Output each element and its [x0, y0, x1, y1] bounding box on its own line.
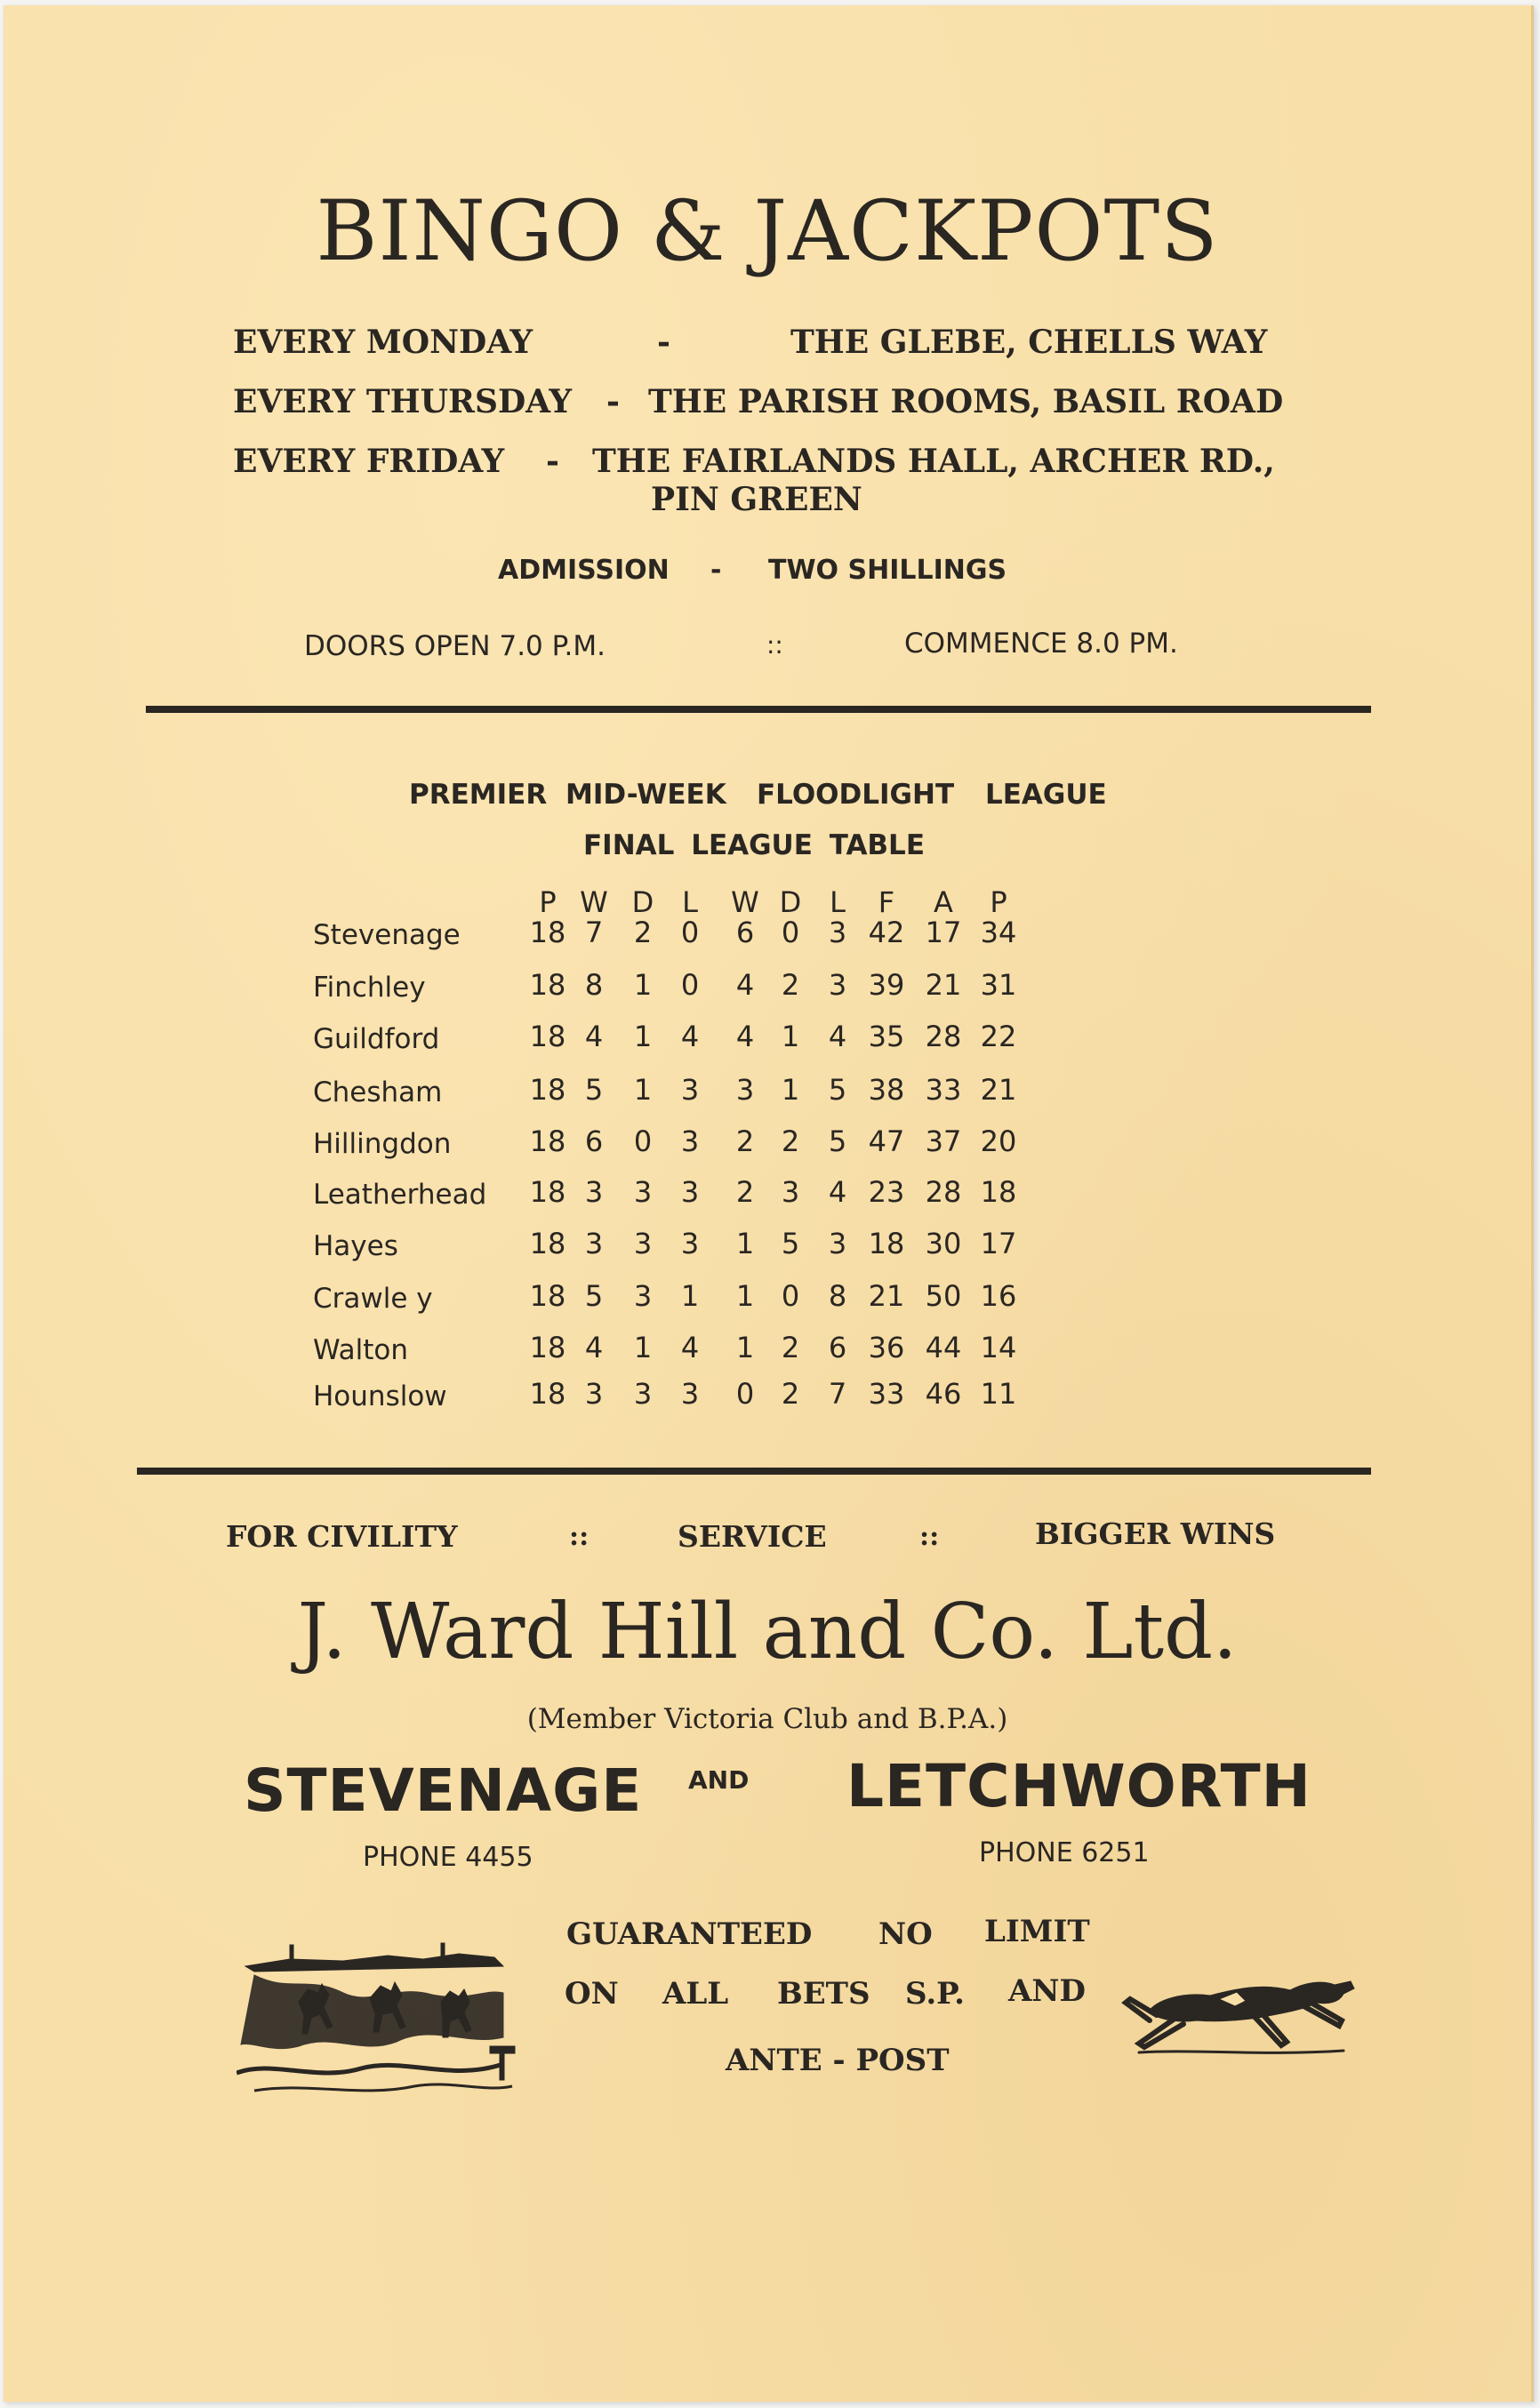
table-cell: 18	[529, 968, 566, 1002]
table-cell: 5	[781, 1227, 800, 1260]
schedule-venue-1: THE GLEBE, CHELLS WAY	[790, 324, 1268, 361]
table-cell: 39	[868, 968, 905, 1002]
table-cell: 11	[980, 1377, 1017, 1411]
slogan-sep-2: ::	[919, 1521, 940, 1552]
table-cell: 1	[781, 1020, 800, 1053]
divider-bottom	[137, 1468, 1371, 1475]
table-header-1: W	[580, 885, 608, 919]
divider-top	[146, 706, 1371, 713]
table-cell: 33	[868, 1377, 905, 1411]
table-header-0: P	[539, 885, 557, 919]
table-cell: 36	[868, 1331, 905, 1364]
league-title-league: LEAGUE	[985, 779, 1107, 811]
table-cell: 18	[529, 1377, 566, 1411]
table-cell: 7	[584, 916, 604, 949]
table-cell: 33	[925, 1073, 962, 1107]
table-cell: 46	[925, 1377, 962, 1411]
admission-value: TWO SHILLINGS	[768, 555, 1007, 586]
table-cell: 18	[868, 1227, 905, 1260]
company-name: J. Ward Hill and Co. Ltd.	[297, 1588, 1238, 1676]
table-cell: 2	[781, 1331, 800, 1364]
table-cell: 18	[529, 1279, 566, 1313]
table-header-6: L	[830, 885, 846, 919]
guarantee-line2-all: ALL	[662, 1976, 729, 2012]
admission-sep: -	[710, 555, 722, 586]
table-cell: 3	[680, 1227, 700, 1260]
league-title-premier: PREMIER	[409, 779, 548, 811]
schedule-venue-2: THE PARISH ROOMS, BASIL ROAD	[648, 383, 1284, 420]
table-cell: 42	[868, 916, 905, 949]
table-row-team: Finchley	[313, 972, 426, 1004]
table-cell: 18	[529, 1124, 566, 1158]
schedule-venue-3-line2: PIN GREEN	[651, 481, 862, 518]
table-cell: 0	[735, 1377, 755, 1411]
table-cell: 18	[529, 1073, 566, 1107]
table-cell: 18	[529, 1020, 566, 1053]
membership-note: (Member Victoria Club and B.P.A.)	[526, 1703, 1008, 1735]
table-cell: 21	[980, 1073, 1017, 1107]
table-cell: 18	[529, 916, 566, 949]
table-cell: 16	[980, 1279, 1017, 1313]
table-cell: 35	[868, 1020, 905, 1053]
table-cell: 8	[584, 968, 604, 1002]
table-cell: 4	[828, 1020, 847, 1053]
table-cell: 23	[868, 1175, 905, 1209]
table-cell: 28	[925, 1020, 962, 1053]
table-cell: 44	[925, 1331, 962, 1364]
schedule-sep-1: -	[657, 324, 670, 361]
table-cell: 1	[781, 1073, 800, 1107]
league-title-midweek: MID-WEEK	[565, 779, 726, 811]
table-cell: 4	[735, 968, 755, 1002]
table-row-team: Hillingdon	[313, 1128, 452, 1160]
table-cell: 37	[925, 1124, 962, 1158]
table-cell: 0	[633, 1124, 653, 1158]
guarantee-line2-on: ON	[565, 1976, 619, 2012]
table-cell: 18	[529, 1331, 566, 1364]
table-cell: 14	[980, 1331, 1017, 1364]
table-cell: 38	[868, 1073, 905, 1107]
table-cell: 1	[633, 1020, 653, 1053]
table-cell: 1	[735, 1331, 755, 1364]
table-header-9: P	[990, 885, 1007, 919]
table-cell: 47	[868, 1124, 905, 1158]
table-header-3: L	[682, 885, 698, 919]
guarantee-line2-sp: S.P.	[905, 1976, 965, 2012]
table-cell: 3	[680, 1175, 700, 1209]
table-cell: 3	[735, 1073, 755, 1107]
table-cell: 8	[828, 1279, 847, 1313]
table-cell: 4	[828, 1175, 847, 1209]
town-letchworth: LETCHWORTH	[846, 1752, 1311, 1820]
guarantee-line2-bets: BETS	[777, 1976, 870, 2012]
table-cell: 1	[633, 968, 653, 1002]
table-cell: 0	[781, 1279, 800, 1313]
table-row-team: Guildford	[313, 1023, 440, 1055]
table-cell: 2	[633, 916, 653, 949]
table-cell: 3	[680, 1073, 700, 1107]
table-cell: 2	[735, 1124, 755, 1158]
schedule-venue-3: THE FAIRLANDS HALL, ARCHER RD.,	[592, 443, 1275, 480]
table-cell: 2	[781, 968, 800, 1002]
greyhound-illustration-icon	[1121, 1964, 1370, 2066]
table-row-team: Hounslow	[313, 1380, 447, 1412]
table-cell: 34	[980, 916, 1017, 949]
guarantee-word-3: LIMIT	[984, 1914, 1090, 1949]
table-row-team: Crawle y	[313, 1283, 433, 1315]
schedule-day-3: EVERY FRIDAY	[233, 443, 505, 480]
table-row-team: Walton	[313, 1334, 409, 1366]
table-cell: 2	[735, 1175, 755, 1209]
table-cell: 22	[980, 1020, 1017, 1053]
table-cell: 5	[828, 1124, 847, 1158]
table-row-team: Chesham	[313, 1076, 443, 1108]
guarantee-line2-and: AND	[1008, 1973, 1086, 2009]
schedule-day-1: EVERY MONDAY	[233, 324, 533, 361]
table-cell: 3	[584, 1377, 604, 1411]
table-cell: 3	[680, 1377, 700, 1411]
table-cell: 21	[868, 1279, 905, 1313]
admission-label: ADMISSION	[498, 555, 670, 586]
table-cell: 6	[735, 916, 755, 949]
table-cell: 7	[828, 1377, 847, 1411]
guarantee-word-1: GUARANTEED	[566, 1916, 813, 1952]
table-header-5: D	[779, 885, 802, 919]
slogan-bigger-wins: BIGGER WINS	[1035, 1516, 1276, 1551]
table-cell: 1	[735, 1227, 755, 1260]
table-cell: 17	[980, 1227, 1017, 1260]
table-cell: 3	[680, 1124, 700, 1158]
schedule-sep-3: -	[546, 443, 559, 480]
table-cell: 3	[584, 1175, 604, 1209]
table-cell: 21	[925, 968, 962, 1002]
table-cell: 3	[828, 1227, 847, 1260]
table-row-team: Hayes	[313, 1230, 398, 1262]
league-title-floodlight: FLOODLIGHT	[757, 779, 955, 811]
commence-time: COMMENCE 8.0 PM.	[904, 628, 1178, 660]
table-cell: 1	[633, 1331, 653, 1364]
table-cell: 17	[925, 916, 962, 949]
table-cell: 18	[529, 1227, 566, 1260]
table-cell: 3	[633, 1377, 653, 1411]
doors-sep: ::	[766, 630, 783, 660]
table-cell: 3	[584, 1227, 604, 1260]
table-cell: 1	[680, 1279, 700, 1313]
page-title: BINGO & JACKPOTS	[316, 183, 1219, 280]
table-cell: 18	[980, 1175, 1017, 1209]
table-cell: 3	[828, 916, 847, 949]
table-header-2: D	[631, 885, 654, 919]
table-row-team: Leatherhead	[313, 1179, 487, 1211]
horse-racing-illustration-icon	[237, 1940, 521, 2108]
table-cell: 4	[584, 1331, 604, 1364]
table-cell: 4	[680, 1020, 700, 1053]
table-cell: 5	[584, 1073, 604, 1107]
table-cell: 18	[529, 1175, 566, 1209]
schedule-sep-2: -	[606, 383, 620, 420]
table-row-team: Stevenage	[313, 919, 461, 951]
slogan-service: SERVICE	[678, 1519, 827, 1554]
table-cell: 20	[980, 1124, 1017, 1158]
doors-open: DOORS OPEN 7.0 P.M.	[304, 630, 606, 662]
table-cell: 2	[781, 1124, 800, 1158]
guarantee-word-2: NO	[878, 1916, 933, 1952]
table-cell: 3	[633, 1279, 653, 1313]
table-cell: 0	[781, 916, 800, 949]
guarantee-line3: ANTE - POST	[726, 2043, 950, 2078]
schedule-day-2: EVERY THURSDAY	[233, 383, 573, 420]
table-cell: 1	[735, 1279, 755, 1313]
table-cell: 6	[584, 1124, 604, 1158]
table-cell: 3	[633, 1227, 653, 1260]
table-cell: 6	[828, 1331, 847, 1364]
table-cell: 4	[584, 1020, 604, 1053]
phone-stevenage: PHONE 4455	[363, 1842, 533, 1873]
table-cell: 30	[925, 1227, 962, 1260]
town-stevenage: STEVENAGE	[244, 1756, 643, 1825]
slogan-civility: FOR CIVILITY	[226, 1519, 458, 1554]
table-cell: 50	[925, 1279, 962, 1313]
table-cell: 3	[633, 1175, 653, 1209]
table-cell: 5	[584, 1279, 604, 1313]
table-cell: 0	[680, 916, 700, 949]
programme-page	[4, 5, 1534, 2402]
phone-letchworth: PHONE 6251	[979, 1837, 1150, 1868]
table-cell: 4	[680, 1331, 700, 1364]
league-subtitle: FINAL LEAGUE TABLE	[583, 829, 925, 861]
table-cell: 4	[735, 1020, 755, 1053]
table-cell: 0	[680, 968, 700, 1002]
town-and: AND	[688, 1765, 750, 1795]
table-cell: 28	[925, 1175, 962, 1209]
table-header-7: F	[878, 885, 895, 919]
table-header-8: A	[934, 885, 953, 919]
table-cell: 3	[781, 1175, 800, 1209]
table-cell: 31	[980, 968, 1017, 1002]
table-cell: 1	[633, 1073, 653, 1107]
table-cell: 2	[781, 1377, 800, 1411]
table-cell: 5	[828, 1073, 847, 1107]
slogan-sep-1: ::	[569, 1521, 590, 1552]
table-cell: 3	[828, 968, 847, 1002]
table-header-4: W	[731, 885, 759, 919]
